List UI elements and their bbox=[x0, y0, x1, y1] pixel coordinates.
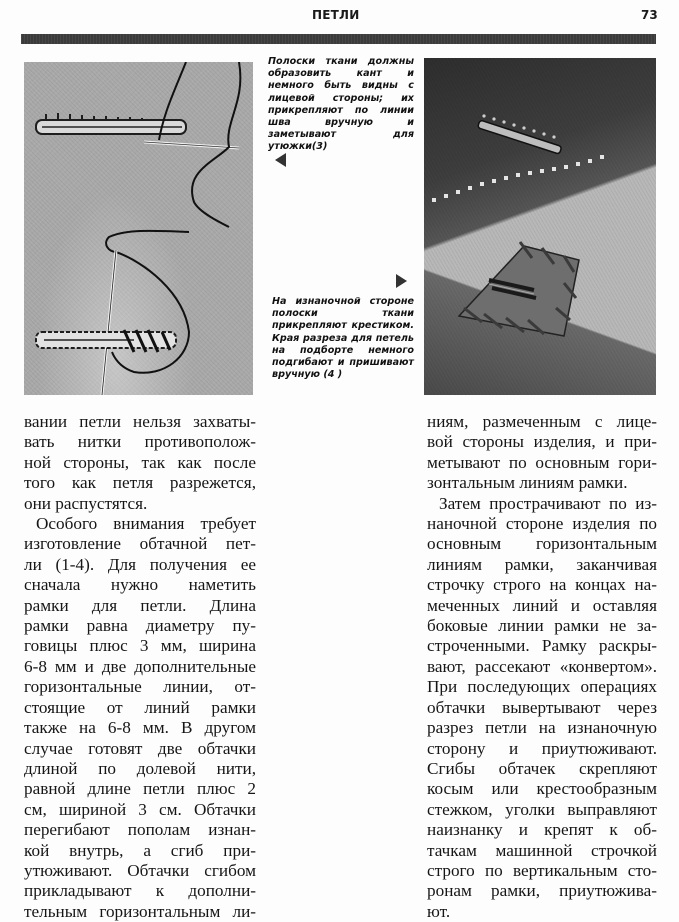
photo-garment-facing bbox=[424, 58, 656, 395]
page-number: 73 bbox=[641, 8, 658, 22]
text-line: равной длине петли плюс 2 bbox=[24, 779, 256, 799]
text-line: случае готовят две обтачки bbox=[24, 738, 256, 758]
text-line: основным горизонтальным bbox=[427, 534, 657, 554]
text-line: ли (1-4). Для получения ее bbox=[24, 554, 256, 574]
garment-illustration bbox=[424, 58, 656, 395]
text-line: строчку строго на концах на- bbox=[427, 575, 657, 595]
text-line: стоящие от линий рамки bbox=[24, 697, 256, 717]
arrow-left-icon bbox=[275, 153, 286, 167]
text-line: рамки для петли. Длина bbox=[24, 595, 256, 615]
text-line: тачкам машинной строчкой bbox=[427, 840, 657, 860]
text-line: ют. bbox=[427, 901, 451, 921]
text-line: наизнанку и крепят к об- bbox=[427, 820, 657, 840]
text-line: Затем прострачивают по из- bbox=[439, 493, 657, 513]
text-line: ной стороны, так как после bbox=[24, 452, 256, 472]
text-line: они распустятся. bbox=[24, 493, 148, 513]
text-line: косым или крестообразным bbox=[427, 779, 657, 799]
text-line: сторону и приутюживают. bbox=[427, 738, 657, 758]
text-line: горизонтальные линии, от- bbox=[24, 677, 256, 697]
text-line: см, шириной 3 см. Обтачки bbox=[24, 799, 256, 819]
body-text-left-column bbox=[24, 412, 256, 922]
text-line: ниям, размеченным с лице- bbox=[427, 412, 657, 431]
text-line: метывают по основным гори- bbox=[427, 452, 657, 472]
text-line: ронам рамки, приутюжива- bbox=[427, 881, 657, 901]
text-line: изготовление обтачной пет- bbox=[24, 534, 256, 554]
text-line: вать нитки противополож- bbox=[24, 432, 256, 452]
running-title: ПЕТЛИ bbox=[312, 8, 360, 22]
photo-stitching-buttonhole bbox=[24, 62, 253, 395]
text-line: длиной по долевой нити, bbox=[24, 758, 256, 778]
text-line: строченными. Рамку раскры- bbox=[427, 636, 657, 656]
text-line: линиям рамки, заканчивая bbox=[427, 554, 657, 574]
text-line: стежком, уголки выправляют bbox=[427, 799, 657, 819]
text-line: тельным горизонтальным ли- bbox=[24, 901, 256, 921]
text-line: того как петля разрежется, bbox=[24, 473, 256, 493]
text-line: зонтальным линиям рамки. bbox=[427, 473, 628, 493]
text-line: наночной стороне изделия по bbox=[427, 514, 657, 534]
text-line: Особого внимания требует bbox=[36, 514, 256, 534]
arrow-right-icon bbox=[396, 274, 407, 288]
text-line: меченных линий и оставляя bbox=[427, 595, 657, 615]
caption-photo-4: На изнаночной стороне полоски ткани прикрепляют крестиком. Края разреза для петель на подборте немного подгибают и пришивают вручную (4 ) bbox=[272, 296, 414, 381]
text-line: вании петли нельзя захваты- bbox=[24, 412, 256, 431]
text-line: рамки равна диаметру пу- bbox=[24, 616, 256, 636]
caption-photo-3: Полоски ткани должны образовить кант и немного быть видны с лицевой стороны; их прикрепляют по линии шва вручную и заметывают для утюжки(3) bbox=[268, 56, 414, 153]
text-line: боковые линии рамки не за- bbox=[427, 616, 657, 636]
text-line: прикладывают к дополни- bbox=[24, 881, 256, 901]
text-line: обтачки вывертывают через bbox=[427, 697, 657, 717]
text-line: вают, рассекают «конвертом». bbox=[427, 656, 657, 676]
text-line: кой внутрь, а сгиб при- bbox=[24, 840, 256, 860]
text-line: вой стороны изделия, и при- bbox=[427, 432, 657, 452]
text-line: 6-8 мм и две дополнительные bbox=[24, 656, 256, 676]
text-line: перегибают пополам изнан- bbox=[24, 820, 256, 840]
text-line: также на 6-8 мм. В другом bbox=[24, 718, 256, 738]
text-line: говицы плюс 3 мм, ширина bbox=[24, 636, 256, 656]
text-line: При последующих операциях bbox=[427, 677, 657, 697]
stitching-illustration bbox=[24, 62, 253, 395]
running-head bbox=[0, 6, 679, 26]
text-line: утюживают. Обтачки сгибом bbox=[24, 860, 256, 880]
text-line: Сгибы обтачек скрепляют bbox=[427, 758, 657, 778]
text-line: строго по вертикальным сто- bbox=[427, 860, 657, 880]
body-text-right-column bbox=[427, 412, 657, 922]
header-rule-bar bbox=[21, 34, 656, 44]
text-line: сначала нужно наметить bbox=[24, 575, 256, 595]
text-line: разрез петли на изнаночную bbox=[427, 718, 657, 738]
